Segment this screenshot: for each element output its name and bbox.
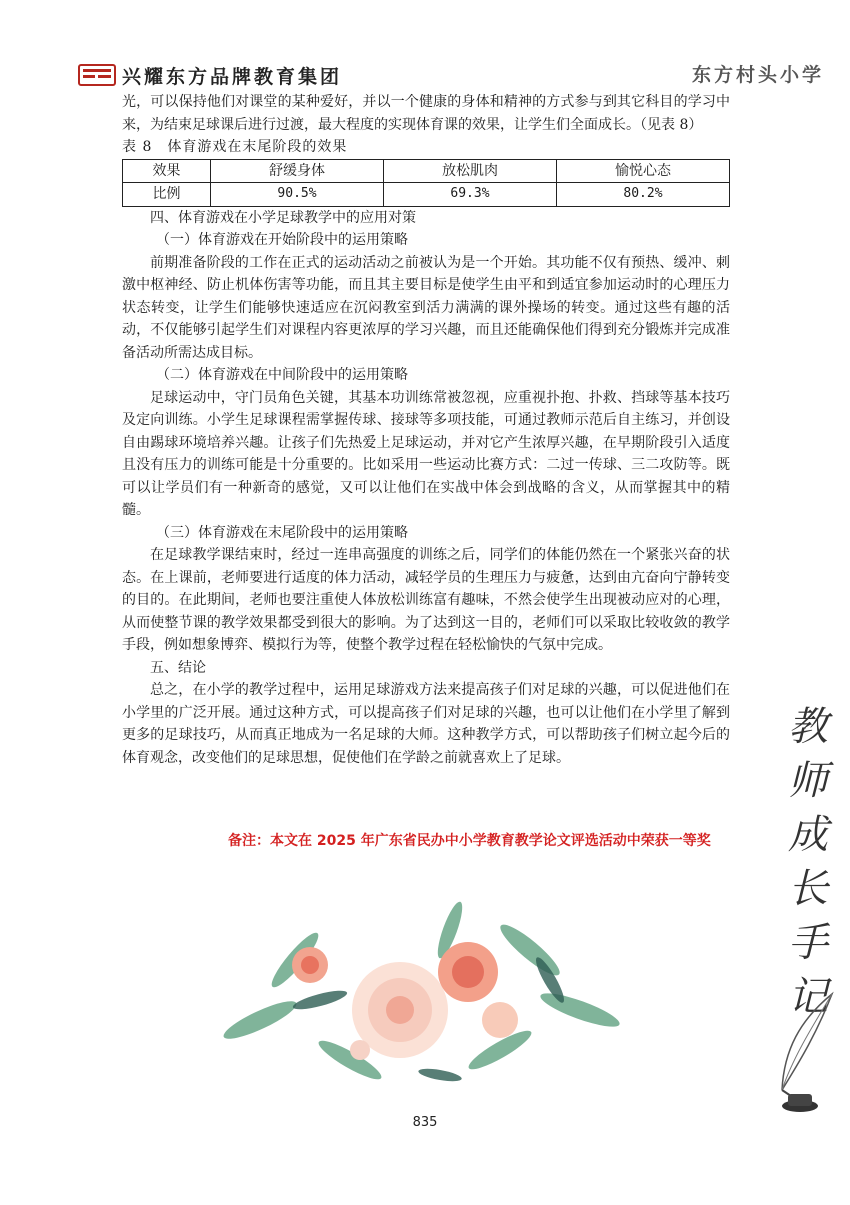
brand-logo-icon <box>78 64 116 86</box>
page-number: 835 <box>412 1115 438 1130</box>
table-header-cell: 愉悦心态 <box>556 159 729 183</box>
table-row <box>123 183 730 207</box>
side-char: 成 <box>788 812 828 858</box>
side-char: 记 <box>788 974 828 1020</box>
table-cell: 80.2% <box>556 183 729 207</box>
table-cell: 69.3% <box>383 183 556 207</box>
table-cell: 比例 <box>123 183 211 207</box>
paragraph-middle-stage: 足球运动中，守门员角色关键，其基本功训练常被忽视，应重视扑抱、扑救、挡球等基本技巧及定向训练。小学生足球课程需掌握传球、接球等多项技能，可通过教师示范后自主练习，并创设自由踢球环境培养兴趣。让孩子们先热爱上足球运动，并对它产生浓厚兴趣，在早期阶段引入适度且没有压力的训练可能是十分重要的。比如采用一些运动比赛方式：二过一传球、三二攻防等。既可以让学员们有一种新奇的感觉，又可以让他们在实战中体会到战略的含义，从而掌握其中的精髓。 <box>122 389 730 518</box>
subsection-heading-3: （三）体育游戏在末尾阶段中的运用策略 <box>156 524 408 541</box>
quill-pen-icon <box>770 990 842 1115</box>
subsection-heading-1: （一）体育游戏在开始阶段中的运用策略 <box>156 232 408 248</box>
side-char: 手 <box>788 920 828 966</box>
table-header-cell: 效果 <box>123 159 211 183</box>
side-calligraphy <box>778 700 838 1024</box>
award-note: 备注：本文在 2025 年广东省民办中小学教育教学论文评选活动中荣获一等奖 <box>228 833 711 849</box>
paragraph-start-stage: 前期准备阶段的工作在正式的运动活动之前被认为是一个开始。其功能不仅有预热、缓冲、刺激中枢神经、防止机体伤害等功能，而且其主要目标是使学生由平和到适宜参加运动时的心理压力状态转变，让学生们能够快速适应在沉闷教室到活力满满的课外操场的转变。通过这些有趣的活动，不仅能够引起学生们对课程内容更浓厚的学习兴趣，而且还能确保他们得到充分锻炼并完成准备活动所需达成目标。 <box>122 254 730 361</box>
brand-title: 兴耀东方品牌教育集团 <box>122 66 343 88</box>
subsection-heading-2: （二）体育游戏在中间阶段中的运用策略 <box>156 367 408 383</box>
paragraph-conclusion: 总之，在小学的教学过程中，运用足球游戏方法来提高孩子们对足球的兴趣，可以促进他们在小学里的广泛开展。通过这种方式，可以提高孩子们对足球的兴趣，也可以让他们在小学里了解到更多的足球技巧，从而真正地成为一名足球的大师。这种教学方式，可以帮助孩子们树立起今后的体育观念，改变他们的足球思想，促使他们在学龄之前就喜欢上了足球。 <box>122 682 730 766</box>
table-caption: 表 8 体育游戏在末尾阶段的效果 <box>122 139 348 155</box>
table-cell: 90.5% <box>211 183 384 207</box>
article-body <box>122 91 730 769</box>
paragraph-end-stage: 在足球教学课结束时，经过一连串高强度的训练之后，同学们的体能仍然在一个紧张兴奋的状态。在上课前，老师要进行适度的体力活动，减轻学员的生理压力与疲惫，达到由亢奋向宁静转变的目的。在此期间，老师也要注重使人体放松训练富有趣味，不然会使学生出现被动应对的心理，从而使整节课的教学效果都受到很大的影响。为了达到这一目的，老师们可以采取比较收敛的教学手段，例如想象博弈、模拟行为等，使整个教学过程在轻松愉快的气氛中完成。 <box>122 547 730 653</box>
side-char: 师 <box>788 758 828 804</box>
side-char: 长 <box>788 866 828 912</box>
side-char: 教 <box>788 704 828 750</box>
paragraph-intro: 光，可以保持他们对课堂的某种爱好，并以一个健康的身体和精神的方式参与到其它科目的学习中来，为结束足球课后进行过渡，最大程度的实现体育课的效果，让学生们全面成长。（见表 8） <box>122 94 730 133</box>
school-name: 东方村头小学 <box>691 64 824 86</box>
table-header-row <box>123 159 730 183</box>
section-heading-5: 五、结论 <box>150 659 206 676</box>
table-header-cell: 放松肌肉 <box>383 159 556 183</box>
flower-decoration-icon <box>200 900 640 1100</box>
table-header-cell: 舒缓身体 <box>211 159 384 183</box>
section-heading-4: 四、体育游戏在小学足球教学中的应用对策 <box>150 209 416 226</box>
page-header <box>0 0 850 95</box>
effect-table <box>122 159 730 207</box>
